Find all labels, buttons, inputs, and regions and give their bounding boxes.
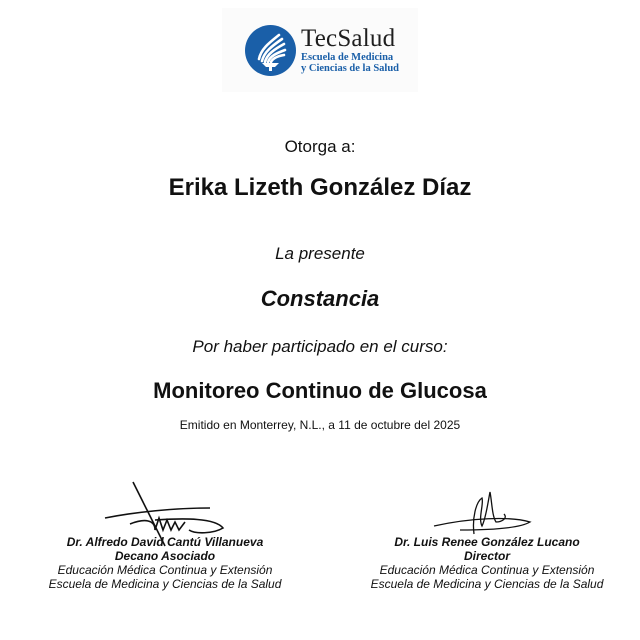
signer-role: Director: [463, 549, 510, 563]
signature-block-left: [20, 535, 310, 591]
grant-label: Otorga a:: [284, 137, 356, 156]
signer-role: Decano Asociado: [114, 549, 216, 563]
signer-school: Escuela de Medicina y Ciencias de la Salud: [370, 577, 604, 591]
tecsalud-logo: [222, 8, 418, 92]
logo-subtitle-1: Escuela de Medicina: [301, 52, 394, 63]
signer-name: Dr. Alfredo David Cantú Villanueva: [66, 535, 264, 549]
flame-torch-icon: [245, 25, 296, 76]
logo-subtitle-2: y Ciencias de la Salud: [301, 63, 400, 74]
present-label: La presente: [275, 244, 365, 263]
signer-school: Escuela de Medicina y Ciencias de la Salud: [48, 577, 282, 591]
document-type: Constancia: [260, 286, 380, 311]
signature-right-icon: [430, 488, 540, 540]
signer-dept: Educación Médica Continua y Extensión: [57, 563, 273, 577]
signer-name: Dr. Luis Renee González Lucano: [394, 535, 580, 549]
signer-dept: Educación Médica Continua y Extensión: [379, 563, 595, 577]
reason-label: Por haber participado en el curso:: [192, 337, 448, 356]
signature-block-right: [342, 535, 632, 591]
course-title: Monitoreo Continuo de Glucosa: [153, 378, 487, 403]
issue-date: Emitido en Monterrey, N.L., a 11 de octubre del 2025: [179, 418, 461, 432]
logo-brand: TecSalud: [301, 25, 396, 52]
recipient-name: Erika Lizeth González Díaz: [168, 174, 472, 201]
